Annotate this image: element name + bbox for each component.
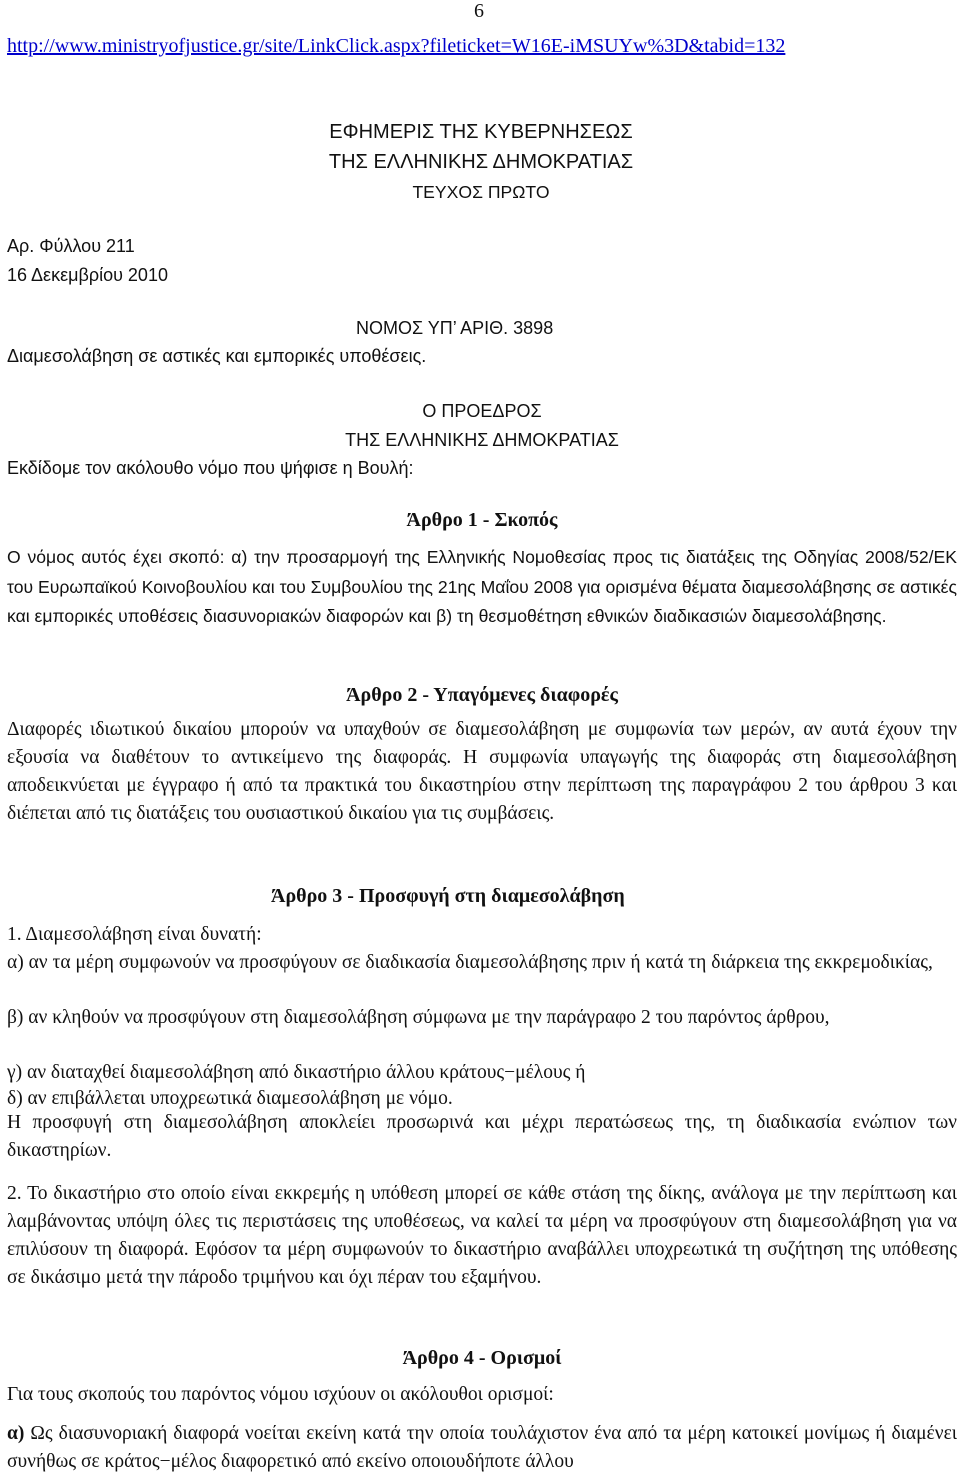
article-3-item-b: β) αν κληθούν να προσφύγουν στη διαμεσολάβηση σύμφωνα με την παράγραφο 2 του παρόντος άρθρου, [7,1007,830,1028]
article-3-item-a: α) αν τα μέρη συμφωνούν να προσφύγουν σε διαδικασία διαμεσολάβησης πριν ή κατά τη διάρκεια της εκκρεμοδικίας, [7,952,933,973]
article-4-intro: Για τους σκοπούς του παρόντος νόμου ισχύουν οι ακόλουθοι ορισμοί: [7,1384,554,1405]
law-number: ΝΟΜΟΣ ΥΠ’ ΑΡΙΘ. 3898 [356,318,554,338]
gazette-title-line2: ΤΗΣ ΕΛΛΗΝΙΚΗΣ ΔΗΜΟΚΡΑΤΙΑΣ [328,151,634,173]
article-1-heading: Άρθρο 1 - Σκοπός [406,509,558,531]
president-heading: Ο ΠΡΟΕΔΡΟΣ [422,401,542,421]
law-title: Διαμεσολάβηση σε αστικές και εμπορικές υποθέσεις. [7,346,427,366]
definition-a-label: α) [7,1423,25,1444]
gazette-issue-series: ΤΕΥΧΟΣ ΠΡΩΤΟ [412,182,550,202]
issue-date: 16 Δεκεμβρίου 2010 [7,265,168,285]
definition-a-text: Ως διασυνοριακή διαφορά νοείται εκείνη κατά την οποία τουλάχιστον ένα από τα μέρη κατοικεί μονίμως ή διαμένει συνήθως σε κράτος−μέλος διαφορετικό από εκείνο οποιουδήποτε άλλου [7,1423,957,1472]
article-3-para1-closing: Η προσφυγή στη διαμεσολάβηση αποκλείει προσωρινά και μέχρι περατώσεως της, τη διαδικασία ενώπιον των δικαστηρίων. [7,1112,957,1161]
article-4-heading: Άρθρο 4 - Ορισμοί [402,1347,562,1369]
page-number: 6 [474,0,484,22]
article-3-heading: Άρθρο 3 - Προσφυγή στη διαμεσολάβηση [271,885,625,907]
article-3-item-c: γ) αν διαταχθεί διαμεσολάβηση από δικαστήριο άλλου κράτους−μέλους ή [7,1062,586,1083]
article-1-text: Ο νόμος αυτός έχει σκοπό: α) την προσαρμογή της Ελληνικής Νομοθεσίας προς τις διατάξεις της Οδηγίας 2008/52/ΕΚ του Ευρωπαϊκού Κοινοβουλίου και του Συμβουλίου της 21ης Μαΐου 2008 για ορισμένα θέματα διαμεσολάβησης σε αστικές και εμπορικές υποθέσεις διασυνοριακών διαφορών και β) τη θεσμοθέτηση εθνικών διαδικασιών διαμεσολάβησης. [7,547,957,626]
promulgation-text: Εκδίδομε τον ακόλουθο νόμο που ψήφισε η Βουλή: [7,458,414,478]
article-3-para2: 2. Το δικαστήριο στο οποίο είναι εκκρεμής η υπόθεση μπορεί σε κάθε στάση της δίκης, ανάλογα με την περίπτωση και λαμβάνοντας υπόψη όλες τις περιστάσεις της υποθέσεως, να καλεί τα μέρη να προσφύγουν στη διαμεσολάβηση για να επιλύσουν τη διαφορά. Εφόσον τα μέρη συμφωνούν το δικαστήριο αναβάλλει υποχρεωτικά τη συζήτηση της υπόθεσης σε δικάσιμο μετά την πάροδο τριμήνου και όχι πέραν του εξαμήνου. [7,1183,957,1288]
article-2-heading: Άρθρο 2 - Υπαγόμενες διαφορές [346,684,618,706]
president-republic: ΤΗΣ ΕΛΛΗΝΙΚΗΣ ΔΗΜΟΚΡΑΤΙΑΣ [345,430,619,450]
article-3-para1-intro: 1. Διαμεσολάβηση είναι δυνατή: [7,924,262,945]
article-4-definition-a [7,1420,957,1476]
gazette-title-line1: ΕΦΗΜΕΡΙΣ ΤΗΣ ΚΥΒΕΡΝΗΣΕΩΣ [329,121,633,143]
article-2-text: Διαφορές ιδιωτικού δικαίου μπορούν να υπαχθούν σε διαμεσολάβηση με συμφωνία των μερών, αν αυτά έχουν την εξουσία να διαθέτουν το αντικείμενο της διαφοράς. Η συμφωνία υπαγωγής της διαφοράς στη διαμεσολάβηση αποδεικνύεται με έγγραφο ή από τα πρακτικά του δικαστηρίου στην περίπτωση της παραγράφου 2 του άρθρου 3 και διέπεται από τις διατάξεις του ουσιαστικού δικαίου για τις συμβάσεις. [7,719,957,824]
article-3-item-d: δ) αν επιβάλλεται υποχρεωτικά διαμεσολάβηση με νόμο. [7,1088,453,1109]
source-link[interactable]: http://www.ministryofjustice.gr/site/LinkClick.aspx?fileticket=W16E-iMSUYw%3D&tabid=132 [7,35,786,57]
issue-sheet-number: Αρ. Φύλλου 211 [7,236,135,256]
